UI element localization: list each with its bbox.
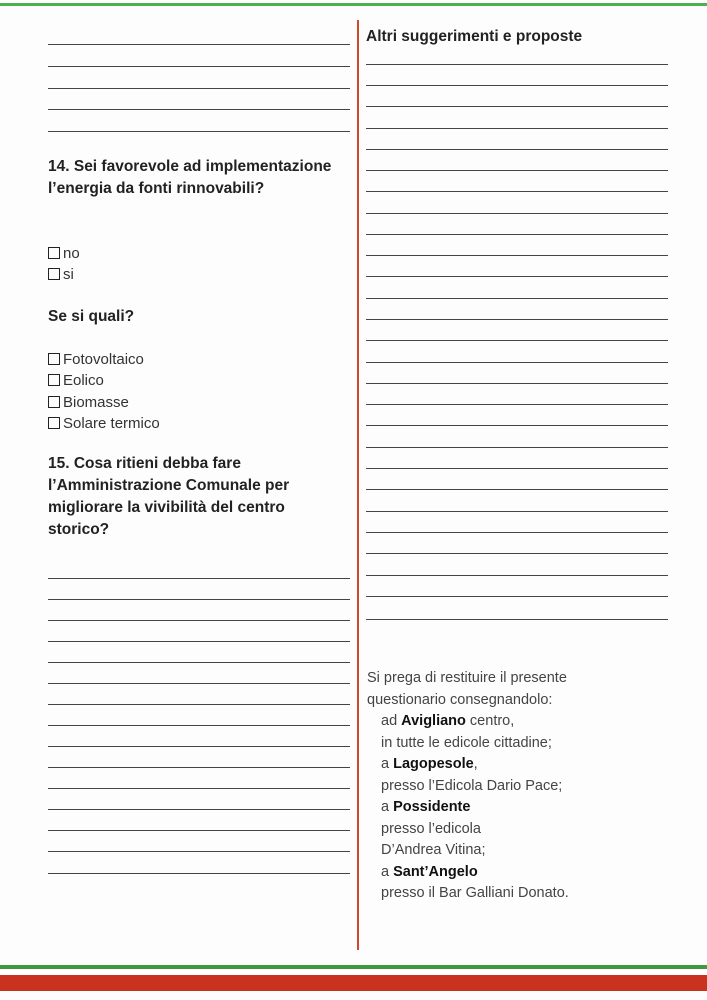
- note-line: questionario consegnandolo:: [367, 691, 553, 708]
- writing-line[interactable]: [48, 662, 350, 663]
- writing-line[interactable]: [366, 85, 668, 86]
- question-14-title: 14. Sei favorevole ad implementazione l’energia da fonti rinnovabili?: [48, 158, 332, 197]
- option-label: Biomasse: [63, 393, 129, 411]
- writing-line[interactable]: [48, 44, 350, 45]
- writing-line[interactable]: [366, 128, 668, 129]
- writing-line[interactable]: [48, 641, 350, 642]
- option-solare-termico[interactable]: [48, 413, 160, 433]
- option-label: Fotovoltaico: [63, 350, 144, 368]
- return-instructions: [367, 668, 569, 905]
- writing-line[interactable]: [48, 66, 350, 67]
- writing-line[interactable]: [366, 213, 668, 214]
- writing-line[interactable]: [366, 383, 668, 384]
- note-possidente: a Possidente: [381, 799, 471, 815]
- option-label: si: [63, 265, 74, 283]
- writing-line[interactable]: [366, 596, 668, 597]
- writing-line[interactable]: [48, 851, 350, 852]
- column-divider: [357, 20, 359, 950]
- writing-line[interactable]: [366, 340, 668, 341]
- writing-line[interactable]: [366, 532, 668, 533]
- writing-line[interactable]: [48, 830, 350, 831]
- writing-line[interactable]: [366, 149, 668, 150]
- writing-line[interactable]: [48, 599, 350, 600]
- option-biomasse[interactable]: [48, 392, 129, 412]
- writing-line[interactable]: [366, 276, 668, 277]
- note-line: Si prega di restituire il presente: [367, 670, 567, 686]
- writing-line[interactable]: [366, 468, 668, 469]
- note-santangelo: a Sant’Angelo: [381, 863, 478, 880]
- writing-line[interactable]: [366, 255, 668, 256]
- writing-line[interactable]: [48, 683, 350, 684]
- writing-line[interactable]: [366, 575, 668, 576]
- writing-line[interactable]: [48, 788, 350, 789]
- writing-line[interactable]: [366, 425, 668, 426]
- writing-line[interactable]: [48, 109, 350, 110]
- writing-line[interactable]: [366, 553, 668, 554]
- option-label: Solare termico: [63, 414, 160, 432]
- writing-line[interactable]: [366, 298, 668, 299]
- writing-line[interactable]: [48, 131, 350, 132]
- note-line: presso il Bar Galliani Donato.: [381, 885, 569, 901]
- writing-line[interactable]: [366, 362, 668, 363]
- note-line: D’Andrea Vitina;: [381, 842, 486, 858]
- writing-line[interactable]: [48, 767, 350, 768]
- writing-line[interactable]: [48, 809, 350, 810]
- note-avigliano: ad Avigliano centro,: [381, 713, 515, 729]
- checkbox[interactable]: [48, 247, 60, 259]
- note-line: presso l’Edicola Dario Pace;: [381, 777, 563, 794]
- option-label: Eolico: [63, 371, 104, 389]
- sub-question-title: Se si quali?: [48, 308, 135, 325]
- checkbox[interactable]: [48, 417, 60, 429]
- top-border: [0, 3, 707, 6]
- checkbox[interactable]: [48, 374, 60, 386]
- suggestions-heading: Altri suggerimenti e proposte: [366, 28, 583, 45]
- checkbox[interactable]: [48, 268, 60, 280]
- writing-line[interactable]: [366, 234, 668, 235]
- writing-line[interactable]: [366, 191, 668, 192]
- writing-line[interactable]: [48, 620, 350, 621]
- option-no[interactable]: [48, 243, 80, 263]
- writing-line[interactable]: [366, 619, 668, 620]
- question-15-title: 15. Cosa ritieni debba fare l’Amministrazione Comunale per migliorare la vivibilità del centro storico?: [48, 455, 290, 538]
- writing-line[interactable]: [48, 725, 350, 726]
- option-eolico[interactable]: [48, 370, 104, 390]
- writing-line[interactable]: [366, 511, 668, 512]
- writing-line[interactable]: [366, 489, 668, 490]
- writing-line[interactable]: [366, 64, 668, 65]
- writing-line[interactable]: [366, 404, 668, 405]
- note-lagopesole: a Lagopesole,: [381, 756, 478, 772]
- writing-line[interactable]: [366, 106, 668, 107]
- writing-line[interactable]: [366, 447, 668, 448]
- tricolor-band: [0, 965, 707, 995]
- writing-line[interactable]: [48, 873, 350, 874]
- checkbox[interactable]: [48, 396, 60, 408]
- option-label: no: [63, 244, 80, 262]
- note-line: in tutte le edicole cittadine;: [381, 734, 552, 751]
- option-fotovoltaico[interactable]: [48, 349, 144, 369]
- writing-line[interactable]: [366, 319, 668, 320]
- writing-line[interactable]: [366, 170, 668, 171]
- writing-line[interactable]: [48, 746, 350, 747]
- option-si[interactable]: [48, 264, 74, 284]
- writing-line[interactable]: [48, 578, 350, 579]
- writing-line[interactable]: [48, 88, 350, 89]
- checkbox[interactable]: [48, 353, 60, 365]
- writing-line[interactable]: [48, 704, 350, 705]
- note-line: presso l’edicola: [381, 820, 481, 837]
